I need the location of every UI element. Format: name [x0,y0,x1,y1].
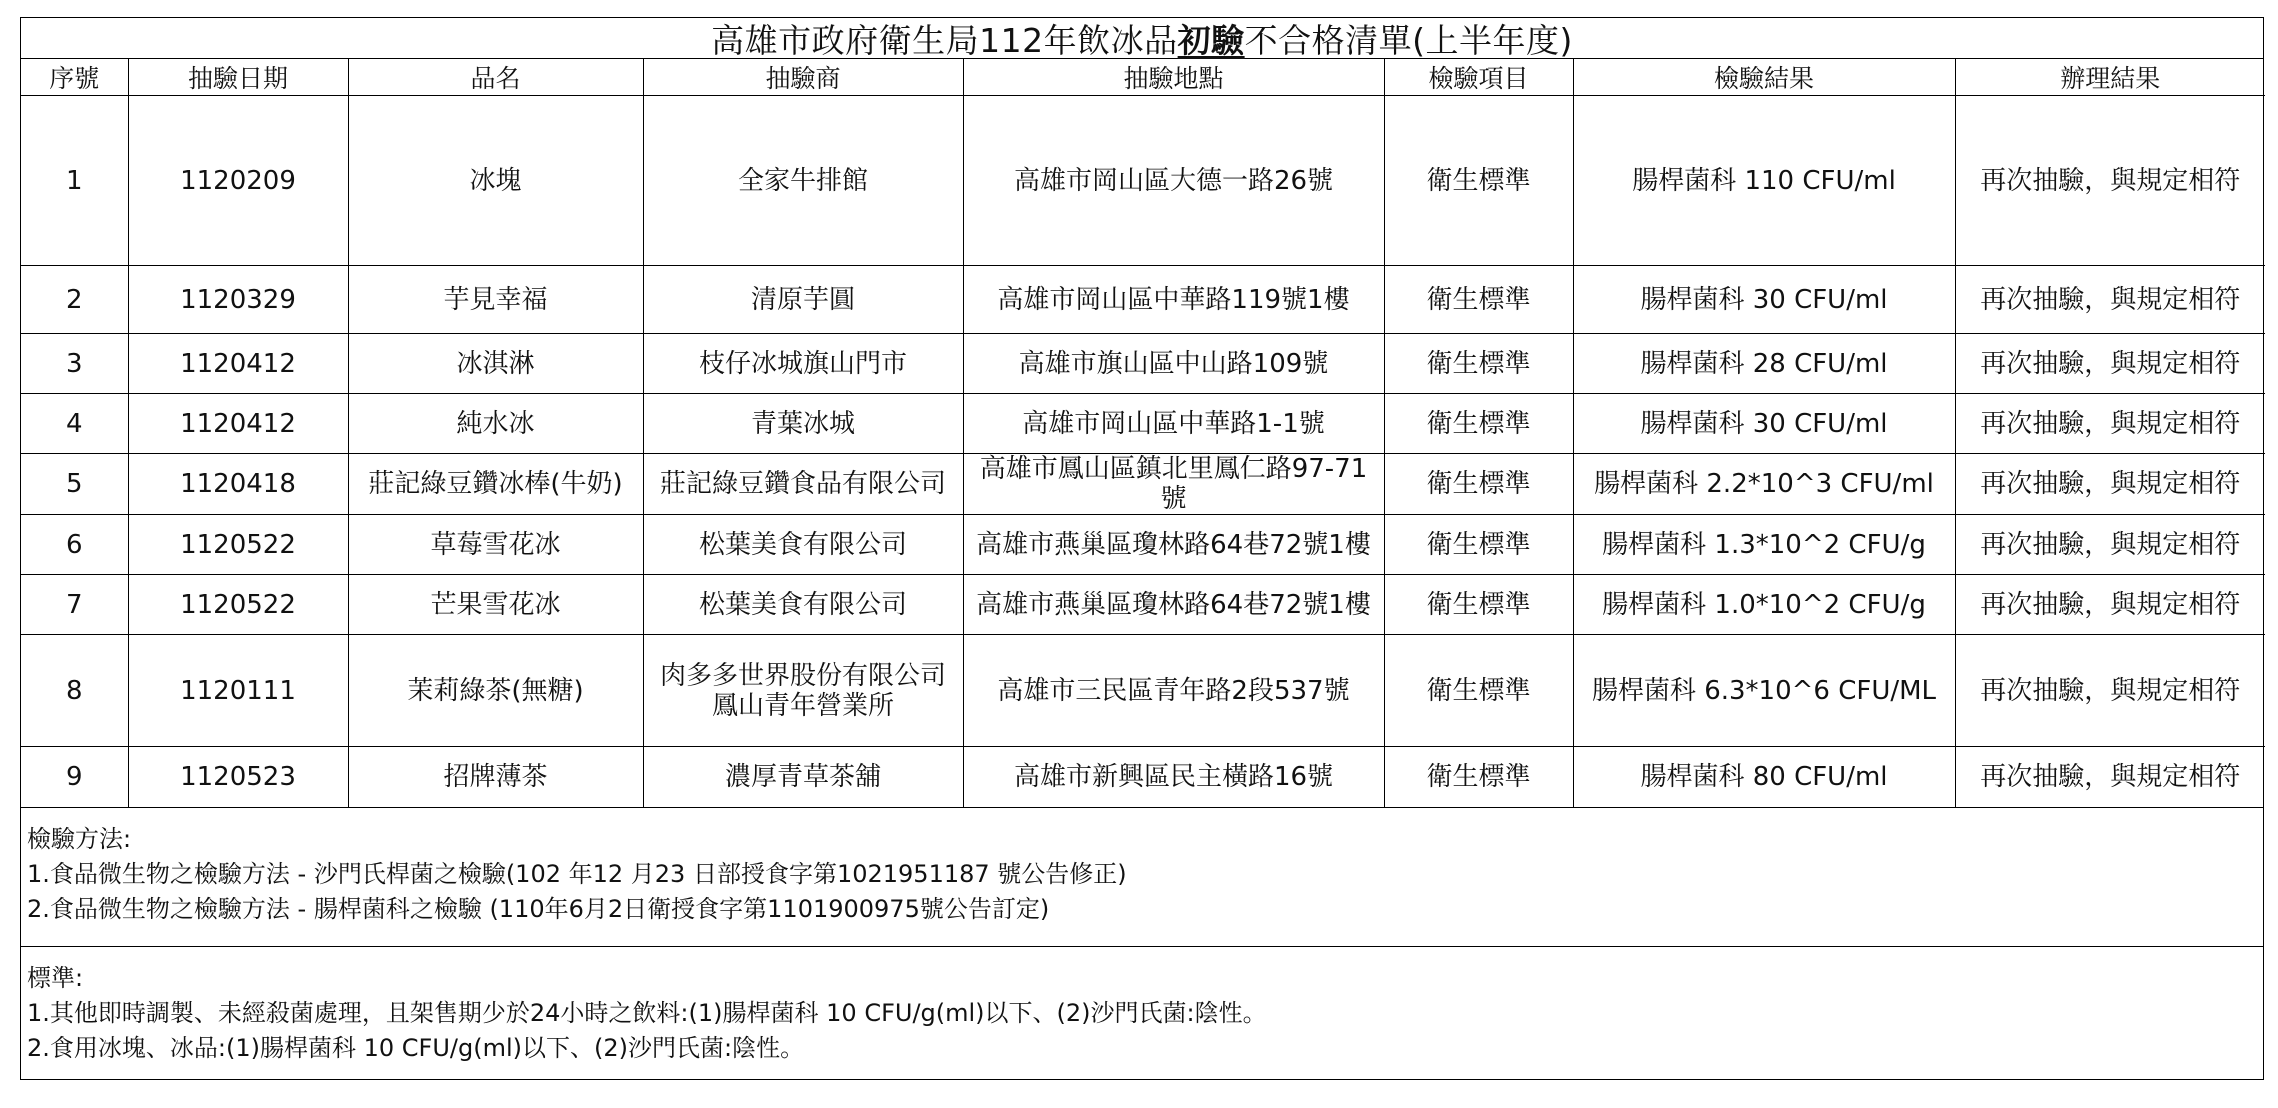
cell-vendor [643,454,963,515]
cell-item: 草莓雪花冰 [348,515,643,575]
cell-test: 衛生標準 [1384,747,1573,807]
location-line: 號 [1160,484,1187,514]
cell-date: 1120523 [128,747,348,807]
cell-item: 芒果雪花冰 [348,575,643,635]
cell-item: 冰淇淋 [348,334,643,394]
vendor-line: 清原芋圓 [750,284,855,315]
cell-date: 1120329 [128,266,348,334]
vendor-line: 肉多多世界股份有限公司 [659,660,946,691]
location-line: 高雄市燕巢區瓊林路64巷72號1樓 [976,589,1371,620]
vendor-line: 全家牛排館 [737,165,868,196]
cell-action: 再次抽驗，與規定相符 [1955,515,2265,575]
location-line: 高雄市岡山區中華路1-1號 [1022,408,1325,439]
cell-location [963,454,1384,515]
cell-date: 1120412 [128,334,348,394]
methods-line: 1.食品微生物之檢驗方法 - 沙門氏桿菌之檢驗(102 年12 月23 日部授食字第1021951187 號公告修正) [27,859,1127,888]
methods-block [21,808,2263,946]
vendor-line: 松葉美食有限公司 [698,589,907,620]
table-row [21,575,2265,635]
header-location: 抽驗地點 [963,59,1384,96]
cell-item: 冰塊 [348,96,643,266]
cell-vendor [643,635,963,747]
cell-no: 6 [21,515,128,575]
cell-no: 2 [21,266,128,334]
cell-test: 衛生標準 [1384,394,1573,454]
cell-vendor [643,575,963,635]
cell-action: 再次抽驗，與規定相符 [1955,747,2265,807]
table-row [21,266,2265,334]
location-line: 高雄市燕巢區瓊林路64巷72號1樓 [976,529,1371,560]
notes-section [21,807,2263,1079]
cell-action: 再次抽驗，與規定相符 [1955,394,2265,454]
table-row [21,454,2265,515]
cell-location [963,96,1384,266]
cell-result: 腸桿菌科 80 CFU/ml [1573,747,1955,807]
cell-no: 4 [21,394,128,454]
report-sheet [20,17,2264,1080]
page-title [21,18,2263,59]
cell-item: 芋見幸福 [348,266,643,334]
standards-block [21,946,2263,1079]
cell-result: 腸桿菌科 1.3*10^2 CFU/g [1573,515,1955,575]
vendor-line: 濃厚青草茶舖 [724,761,881,792]
cell-result: 腸桿菌科 2.2*10^3 CFU/ml [1573,454,1955,515]
cell-action: 再次抽驗，與規定相符 [1955,96,2265,266]
cell-vendor [643,266,963,334]
location-line: 高雄市岡山區中華路119號1樓 [997,284,1350,315]
table-body [21,96,2265,807]
cell-result: 腸桿菌科 28 CFU/ml [1573,334,1955,394]
location-line: 高雄市三民區青年路2段537號 [997,675,1350,706]
cell-action: 再次抽驗，與規定相符 [1955,454,2265,515]
cell-test: 衛生標準 [1384,334,1573,394]
cell-date: 1120209 [128,96,348,266]
cell-item: 純水冰 [348,394,643,454]
location-line: 高雄市旗山區中山路109號 [1018,348,1329,379]
table-row [21,635,2265,747]
table-row [21,515,2265,575]
cell-date: 1120418 [128,454,348,515]
inspection-table [21,59,2265,807]
table-row [21,394,2265,454]
cell-no: 9 [21,747,128,807]
cell-result: 腸桿菌科 6.3*10^6 CFU/ML [1573,635,1955,747]
vendor-line: 鳳山青年營業所 [711,690,894,721]
cell-result: 腸桿菌科 30 CFU/ml [1573,394,1955,454]
header-test: 檢驗項目 [1384,59,1573,96]
methods-heading: 檢驗方法: [27,824,132,853]
cell-location [963,266,1384,334]
cell-no: 3 [21,334,128,394]
cell-vendor [643,334,963,394]
cell-location [963,334,1384,394]
vendor-line: 青葉冰城 [750,408,855,439]
cell-location [963,515,1384,575]
cell-item: 招牌薄茶 [348,747,643,807]
standards-line: 2.食用冰塊、冰品:(1)腸桿菌科 10 CFU/g(ml)以下、(2)沙門氏菌:陰性。 [27,1033,805,1062]
table-header-row [21,59,2265,96]
cell-location [963,575,1384,635]
cell-location [963,635,1384,747]
cell-test: 衛生標準 [1384,635,1573,747]
table-row [21,96,2265,266]
cell-no: 1 [21,96,128,266]
cell-item: 莊記綠豆鑽冰棒(牛奶) [348,454,643,515]
cell-vendor [643,96,963,266]
cell-vendor [643,747,963,807]
header-item: 品名 [348,59,643,96]
vendor-line: 枝仔冰城旗山門市 [698,348,907,379]
cell-test: 衛生標準 [1384,96,1573,266]
standards-heading: 標準: [27,963,84,992]
title-prefix: 高雄市政府衛生局112年飲冰品 [711,20,1178,60]
cell-test: 衛生標準 [1384,454,1573,515]
cell-result: 腸桿菌科 1.0*10^2 CFU/g [1573,575,1955,635]
cell-no: 7 [21,575,128,635]
header-date: 抽驗日期 [128,59,348,96]
cell-no: 8 [21,635,128,747]
cell-result: 腸桿菌科 110 CFU/ml [1573,96,1955,266]
title-emphasis: 初驗 [1177,20,1245,60]
cell-test: 衛生標準 [1384,266,1573,334]
location-line: 高雄市新興區民主橫路16號 [1013,761,1334,792]
cell-action: 再次抽驗，與規定相符 [1955,266,2265,334]
table-row [21,334,2265,394]
standards-line: 1.其他即時調製、未經殺菌處理，且架售期少於24小時之飲料:(1)腸桿菌科 10 CFU/g(ml)以下、(2)沙門氏菌:陰性。 [27,998,1267,1027]
cell-date: 1120522 [128,575,348,635]
cell-vendor [643,515,963,575]
cell-location [963,747,1384,807]
title-suffix: 不合格清單(上半年度) [1244,20,1573,60]
header-no: 序號 [21,59,128,96]
cell-date: 1120412 [128,394,348,454]
methods-line: 2.食品微生物之檢驗方法 - 腸桿菌科之檢驗 (110年6月2日衛授食字第1101900975號公告訂定) [27,894,1050,923]
cell-location [963,394,1384,454]
cell-date: 1120111 [128,635,348,747]
header-result: 檢驗結果 [1573,59,1955,96]
cell-test: 衛生標準 [1384,575,1573,635]
header-action: 辦理結果 [1955,59,2265,96]
cell-test: 衛生標準 [1384,515,1573,575]
cell-no: 5 [21,454,128,515]
vendor-line: 松葉美食有限公司 [698,529,907,560]
vendor-line: 莊記綠豆鑽食品有限公司 [659,469,946,499]
cell-vendor [643,394,963,454]
cell-action: 再次抽驗，與規定相符 [1955,334,2265,394]
cell-action: 再次抽驗，與規定相符 [1955,575,2265,635]
table-row [21,747,2265,807]
cell-result: 腸桿菌科 30 CFU/ml [1573,266,1955,334]
cell-item: 茉莉綠茶(無糖) [348,635,643,747]
cell-date: 1120522 [128,515,348,575]
location-line: 高雄市岡山區大德一路26號 [1013,165,1334,196]
header-vendor: 抽驗商 [643,59,963,96]
location-line: 高雄市鳳山區鎮北里鳳仁路97-71 [979,454,1368,484]
cell-action: 再次抽驗，與規定相符 [1955,635,2265,747]
